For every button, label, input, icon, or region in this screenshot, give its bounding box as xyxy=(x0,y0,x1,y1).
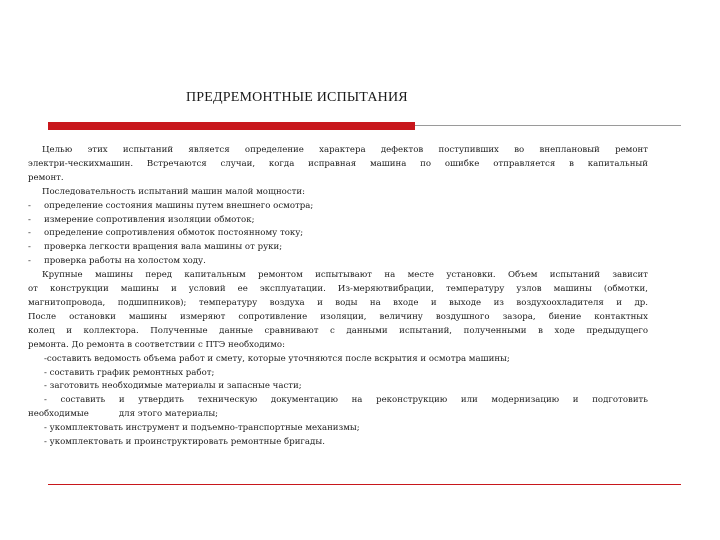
list-item-text: измерение сопротивления изоляции обмоток; xyxy=(44,214,255,225)
list-dash: - xyxy=(28,200,31,211)
intro-line: Целью этих испытаний является определение характера дефектов поступивших во внеплановый ремонт xyxy=(42,145,648,155)
todo-word: необходимые xyxy=(28,409,89,420)
sequence-heading: Последовательность испытаний машин малой мощности: xyxy=(42,186,306,197)
todo-item-continuation xyxy=(28,408,648,422)
large-machine-line: колец и коллектора. Полученные данные сравнивают с данными испытаний, полученными в ходе предыдущего xyxy=(28,325,648,336)
large-machine-line: Крупные машины перед капитальным ремонтом испытывают на месте установки. Объем испытаний зависит xyxy=(42,270,648,281)
page-title: ПРЕДРЕМОНТНЫЕ ИСПЫТАНИЯ xyxy=(186,90,408,105)
todo-word: для этого материалы; xyxy=(118,409,219,420)
intro-line: ремонт. xyxy=(28,172,64,183)
list-item-text: проверка легкости вращения вала машины от руки; xyxy=(44,242,283,253)
list-item xyxy=(28,214,648,228)
large-machine-line: от конструкции машины и условий ее эксплуатации. Из-меряютвибрации, температуру узлов машины (обмотки, xyxy=(28,284,648,295)
document-body xyxy=(28,144,648,450)
large-machine-line: магнитопровода, подшипников); температуру воздуха и воды на входе и выходе из воздухоохладителя и др. xyxy=(28,297,648,308)
list-dash: - xyxy=(28,214,31,225)
todo-item: - заготовить необходимые материалы и запасные части; xyxy=(44,381,302,392)
todo-item: - составить и утвердить техническую документацию на реконструкцию или модернизацию и подготовить xyxy=(44,395,648,406)
list-item xyxy=(28,227,648,241)
todo-item: - составить график ремонтных работ; xyxy=(44,367,215,378)
list-dash: - xyxy=(28,256,31,267)
list-dash: - xyxy=(28,242,31,253)
todo-item: -составить ведомость объема работ и смету, которые уточняются после вскрытия и осмотра машины; xyxy=(44,353,510,364)
todo-item: - укомплектовать и проинструктировать ремонтные бригады. xyxy=(44,437,325,448)
list-item xyxy=(28,241,648,255)
list-item xyxy=(28,200,648,214)
title-divider-line xyxy=(415,125,681,126)
list-item-text: определение сопротивления обмоток постоянному току; xyxy=(44,228,304,239)
large-machine-line: После остановки машины измеряют сопротивление изоляции, величину воздушного зазора, биение контактных xyxy=(28,311,648,322)
list-item-text: проверка работы на холостом ходу. xyxy=(44,256,206,267)
list-item xyxy=(28,255,648,269)
bottom-divider-line xyxy=(48,484,681,485)
large-machine-line: ремонта. До ремонта в соответствии с ПТЭ необходимо: xyxy=(28,339,285,350)
intro-line: электри-ческихмашин. Встречаются случаи, когда исправная машина по ошибке отправляется в капитальный xyxy=(28,158,648,169)
list-item-text: определение состояния машины путем внешнего осмотра; xyxy=(44,200,314,211)
todo-item: - укомплектовать инструмент и подъемно-транспортные механизмы; xyxy=(44,423,360,434)
title-accent-bar xyxy=(48,122,415,130)
list-dash: - xyxy=(28,228,31,239)
